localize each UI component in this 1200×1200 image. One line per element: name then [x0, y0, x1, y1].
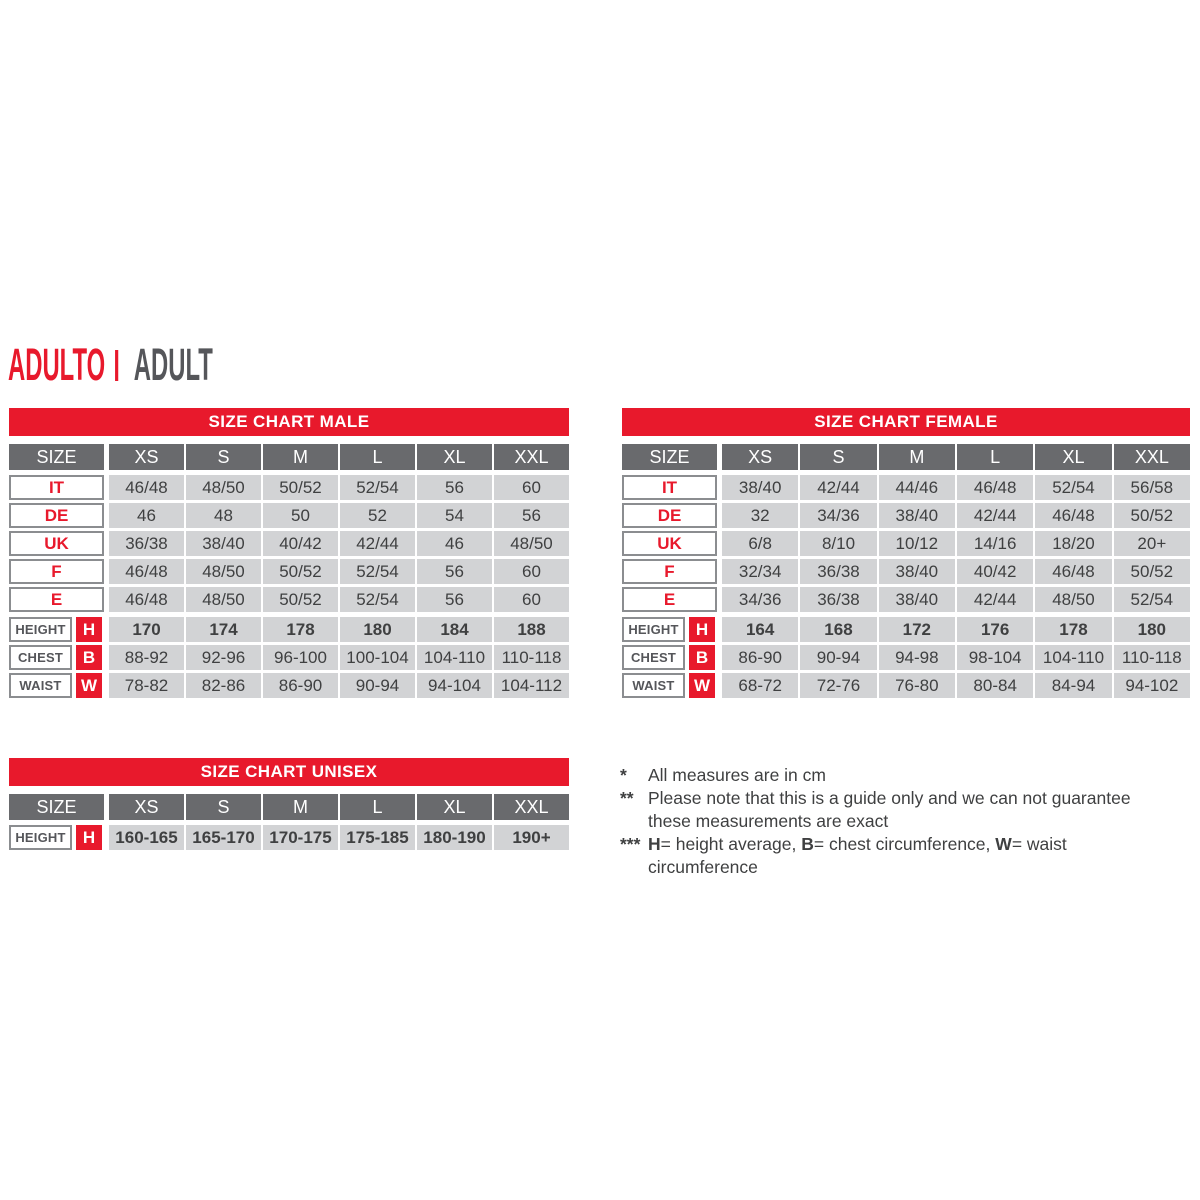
measure-cell: 90-94: [340, 673, 415, 698]
size-cell: 48: [186, 503, 261, 528]
measure-cell: 76-80: [879, 673, 955, 698]
row-label: DE: [622, 503, 717, 528]
measure-row-waist: [9, 673, 569, 698]
footnote-line: [620, 833, 1198, 879]
measure-cell: 80-84: [957, 673, 1033, 698]
footnotes: [620, 764, 1198, 879]
row-label-area: [9, 475, 104, 500]
measure-row-waist: [622, 673, 1190, 698]
measure-cell: 190+: [494, 825, 569, 850]
size-cell: 52/54: [340, 587, 415, 612]
measure-row-height: [9, 617, 569, 642]
size-cell: 46/48: [1035, 503, 1111, 528]
row-label: IT: [9, 475, 104, 500]
size-cell: 48/50: [494, 531, 569, 556]
size-row-f: [622, 559, 1190, 584]
column-header-grid: [722, 444, 1190, 470]
column-header-row: [9, 794, 569, 820]
column-header-row: [622, 444, 1190, 470]
measure-cell: 72-76: [800, 673, 876, 698]
column-header-m: M: [263, 794, 338, 820]
size-cell: 18/20: [1035, 531, 1111, 556]
size-column-header-area: [9, 794, 104, 820]
row-label-area: [622, 531, 717, 556]
row-label-area: [9, 503, 104, 528]
footnote-segment: = chest circumference,: [813, 834, 996, 854]
page-title: [8, 339, 213, 390]
row-label-area: [622, 587, 717, 612]
column-header-xl: XL: [417, 794, 492, 820]
row-label-area: [622, 559, 717, 584]
size-cell: 48/50: [186, 587, 261, 612]
size-row-f: [9, 559, 569, 584]
footnote-marker: **: [620, 788, 634, 808]
measure-cell: 94-102: [1114, 673, 1190, 698]
measure-row-grid: [109, 825, 569, 850]
footnote-text: [648, 764, 826, 787]
size-row-e: [622, 587, 1190, 612]
size-cell: 46/48: [957, 475, 1033, 500]
measure-cell: 86-90: [722, 645, 798, 670]
measure-cell: 110-118: [494, 645, 569, 670]
size-cell: 14/16: [957, 531, 1033, 556]
measure-row-height: [622, 617, 1190, 642]
size-cell: 8/10: [800, 531, 876, 556]
footnote-segment: All measures are in cm: [648, 765, 826, 785]
column-header-xxl: XXL: [494, 444, 569, 470]
measure-cell: 178: [263, 617, 338, 642]
measure-cell: 110-118: [1114, 645, 1190, 670]
page-title-secondary: ADULT: [133, 339, 213, 390]
footnote-segment: = waist circumference: [648, 834, 1067, 877]
measure-cell: 168: [800, 617, 876, 642]
size-cell: 38/40: [186, 531, 261, 556]
column-header-grid: [109, 444, 569, 470]
size-row-it: [9, 475, 569, 500]
measure-cell: 104-112: [494, 673, 569, 698]
measure-letter-badge: H: [689, 617, 715, 642]
footnote-segment: B: [801, 834, 814, 854]
column-header-xs: XS: [109, 444, 184, 470]
measure-label: HEIGHT: [9, 825, 72, 850]
size-cell: 42/44: [957, 587, 1033, 612]
size-cell: 6/8: [722, 531, 798, 556]
measure-cell: 164: [722, 617, 798, 642]
size-cell: 32: [722, 503, 798, 528]
size-column-header: SIZE: [622, 444, 717, 470]
size-cell: 50/52: [263, 559, 338, 584]
column-header-m: M: [879, 444, 955, 470]
measure-cell: 98-104: [957, 645, 1033, 670]
size-column-header-area: [622, 444, 717, 470]
measure-cell: 165-170: [186, 825, 261, 850]
measure-letter-badge: B: [76, 645, 102, 670]
size-cell: 50/52: [263, 475, 338, 500]
measure-label: CHEST: [9, 645, 72, 670]
size-cell: 60: [494, 587, 569, 612]
measure-rows: [622, 617, 1190, 698]
size-cell: 46: [417, 531, 492, 556]
size-cell: 36/38: [800, 559, 876, 584]
measure-letter-badge: H: [76, 617, 102, 642]
measure-label-area: [9, 617, 104, 642]
size-row-it: [622, 475, 1190, 500]
column-header-xxl: XXL: [1114, 444, 1190, 470]
row-label-area: [9, 559, 104, 584]
size-cell: 48/50: [1035, 587, 1111, 612]
column-header-l: L: [340, 444, 415, 470]
size-cell: 52/54: [1114, 587, 1190, 612]
measure-cell: 94-98: [879, 645, 955, 670]
measure-cell: 104-110: [1035, 645, 1111, 670]
size-cell: 20+: [1114, 531, 1190, 556]
measure-cell: 160-165: [109, 825, 184, 850]
measure-row-height: [9, 825, 569, 850]
measure-row-chest: [9, 645, 569, 670]
column-header-xxl: XXL: [494, 794, 569, 820]
measure-letter-badge: H: [76, 825, 102, 850]
size-row-grid: [722, 475, 1190, 500]
measure-label-area: [622, 645, 717, 670]
title-separator-bar: [115, 350, 118, 381]
column-header-s: S: [186, 794, 261, 820]
size-row-uk: [622, 531, 1190, 556]
size-cell: 10/12: [879, 531, 955, 556]
measure-cell: 172: [879, 617, 955, 642]
measure-cell: 84-94: [1035, 673, 1111, 698]
size-cell: 38/40: [879, 503, 955, 528]
size-cell: 36/38: [800, 587, 876, 612]
table-title-banner: SIZE CHART UNISEX: [9, 758, 569, 786]
measure-cell: 86-90: [263, 673, 338, 698]
size-cell: 46: [109, 503, 184, 528]
measure-letter-badge: B: [689, 645, 715, 670]
row-label: DE: [9, 503, 104, 528]
measure-label-area: [622, 673, 717, 698]
size-row-e: [9, 587, 569, 612]
size-row-grid: [722, 531, 1190, 556]
measure-label: WAIST: [622, 673, 685, 698]
size-cell: 52/54: [340, 559, 415, 584]
size-cell: 42/44: [340, 531, 415, 556]
page-title-primary: ADULTO: [8, 339, 106, 390]
measure-row-grid: [722, 645, 1190, 670]
measure-cell: 180: [340, 617, 415, 642]
size-column-header-area: [9, 444, 104, 470]
measure-cell: 68-72: [722, 673, 798, 698]
size-cell: 50/52: [263, 587, 338, 612]
table-title-banner: SIZE CHART FEMALE: [622, 408, 1190, 436]
size-cell: 46/48: [1035, 559, 1111, 584]
column-header-xl: XL: [1035, 444, 1111, 470]
row-label-area: [9, 531, 104, 556]
measure-letter-badge: W: [76, 673, 102, 698]
size-cell: 52: [340, 503, 415, 528]
measure-cell: 170-175: [263, 825, 338, 850]
size-row-grid: [722, 503, 1190, 528]
size-cell: 42/44: [800, 475, 876, 500]
size-cell: 38/40: [879, 587, 955, 612]
row-label: F: [9, 559, 104, 584]
size-cell: 60: [494, 475, 569, 500]
measure-cell: 180-190: [417, 825, 492, 850]
measure-row-grid: [109, 645, 569, 670]
size-cell: 56: [417, 559, 492, 584]
size-row-grid: [109, 587, 569, 612]
measure-cell: 82-86: [186, 673, 261, 698]
size-cell: 50/52: [1114, 559, 1190, 584]
column-header-row: [9, 444, 569, 470]
size-cell: 34/36: [722, 587, 798, 612]
row-label: UK: [622, 531, 717, 556]
measure-cell: 104-110: [417, 645, 492, 670]
footnote-text: [648, 833, 1156, 879]
size-column-header: SIZE: [9, 794, 104, 820]
size-cell: 38/40: [879, 559, 955, 584]
size-cell: 56/58: [1114, 475, 1190, 500]
size-cell: 52/54: [1035, 475, 1111, 500]
table-title-banner: SIZE CHART MALE: [9, 408, 569, 436]
footnote-marker: ***: [620, 834, 641, 854]
column-header-l: L: [957, 444, 1033, 470]
size-cell: 34/36: [800, 503, 876, 528]
column-header-grid: [109, 794, 569, 820]
measure-cell: 175-185: [340, 825, 415, 850]
row-label: UK: [9, 531, 104, 556]
size-cell: 52/54: [340, 475, 415, 500]
size-cell: 46/48: [109, 475, 184, 500]
measure-letter-badge: W: [689, 673, 715, 698]
measure-cell: 94-104: [417, 673, 492, 698]
size-cell: 36/38: [109, 531, 184, 556]
measure-rows: [9, 825, 569, 850]
size-cell: 54: [417, 503, 492, 528]
size-cell: 46/48: [109, 559, 184, 584]
size-column-header: SIZE: [9, 444, 104, 470]
measure-cell: 188: [494, 617, 569, 642]
measure-row-grid: [109, 617, 569, 642]
measure-row-grid: [722, 673, 1190, 698]
footnote-segment: Please note that this is a guide only and we can not guarantee these measurements are exact: [648, 788, 1131, 831]
size-cell: 32/34: [722, 559, 798, 584]
size-chart-male-table: [9, 408, 569, 701]
size-cell: 60: [494, 559, 569, 584]
size-cell: 42/44: [957, 503, 1033, 528]
column-header-m: M: [263, 444, 338, 470]
column-header-s: S: [186, 444, 261, 470]
size-cell: 56: [417, 587, 492, 612]
measure-label: HEIGHT: [622, 617, 685, 642]
measure-label-area: [9, 825, 104, 850]
size-row-de: [622, 503, 1190, 528]
footnote-text: [648, 787, 1156, 833]
size-row-grid: [722, 559, 1190, 584]
measure-label-area: [9, 645, 104, 670]
row-label: IT: [622, 475, 717, 500]
measure-rows: [9, 617, 569, 698]
footnote-marker: *: [620, 765, 627, 785]
size-row-grid: [109, 559, 569, 584]
row-label-area: [622, 475, 717, 500]
column-header-xl: XL: [417, 444, 492, 470]
measure-cell: 88-92: [109, 645, 184, 670]
size-cell: 56: [417, 475, 492, 500]
footnote-segment: H: [648, 834, 661, 854]
size-cell: 56: [494, 503, 569, 528]
size-cell: 50: [263, 503, 338, 528]
measure-cell: 178: [1035, 617, 1111, 642]
size-cell: 40/42: [957, 559, 1033, 584]
footnote-line: [620, 787, 1198, 833]
measure-cell: 184: [417, 617, 492, 642]
measure-cell: 176: [957, 617, 1033, 642]
size-row-grid: [722, 587, 1190, 612]
size-cell: 38/40: [722, 475, 798, 500]
row-label: F: [622, 559, 717, 584]
measure-cell: 92-96: [186, 645, 261, 670]
measure-label: CHEST: [622, 645, 685, 670]
measure-cell: 96-100: [263, 645, 338, 670]
size-cell: 48/50: [186, 475, 261, 500]
measure-cell: 100-104: [340, 645, 415, 670]
measure-cell: 90-94: [800, 645, 876, 670]
row-label-area: [9, 587, 104, 612]
measure-label: HEIGHT: [9, 617, 72, 642]
measure-cell: 78-82: [109, 673, 184, 698]
measure-row-grid: [109, 673, 569, 698]
row-label-area: [622, 503, 717, 528]
measure-label-area: [622, 617, 717, 642]
measure-cell: 174: [186, 617, 261, 642]
row-label: E: [9, 587, 104, 612]
size-chart-unisex-table: [9, 758, 569, 853]
size-row-uk: [9, 531, 569, 556]
size-chart-female-table: [622, 408, 1190, 701]
column-header-xs: XS: [722, 444, 798, 470]
measure-row-chest: [622, 645, 1190, 670]
size-cell: 44/46: [879, 475, 955, 500]
size-cell: 46/48: [109, 587, 184, 612]
footnote-segment: = height average,: [660, 834, 802, 854]
size-cell: 48/50: [186, 559, 261, 584]
measure-cell: 180: [1114, 617, 1190, 642]
footnote-segment: W: [995, 834, 1012, 854]
size-cell: 40/42: [263, 531, 338, 556]
size-row-grid: [109, 475, 569, 500]
column-header-xs: XS: [109, 794, 184, 820]
row-label: E: [622, 587, 717, 612]
size-cell: 50/52: [1114, 503, 1190, 528]
column-header-l: L: [340, 794, 415, 820]
measure-row-grid: [722, 617, 1190, 642]
column-header-s: S: [800, 444, 876, 470]
footnote-line: [620, 764, 1198, 787]
size-row-grid: [109, 503, 569, 528]
measure-label-area: [9, 673, 104, 698]
size-row-de: [9, 503, 569, 528]
measure-cell: 170: [109, 617, 184, 642]
measure-label: WAIST: [9, 673, 72, 698]
size-row-grid: [109, 531, 569, 556]
